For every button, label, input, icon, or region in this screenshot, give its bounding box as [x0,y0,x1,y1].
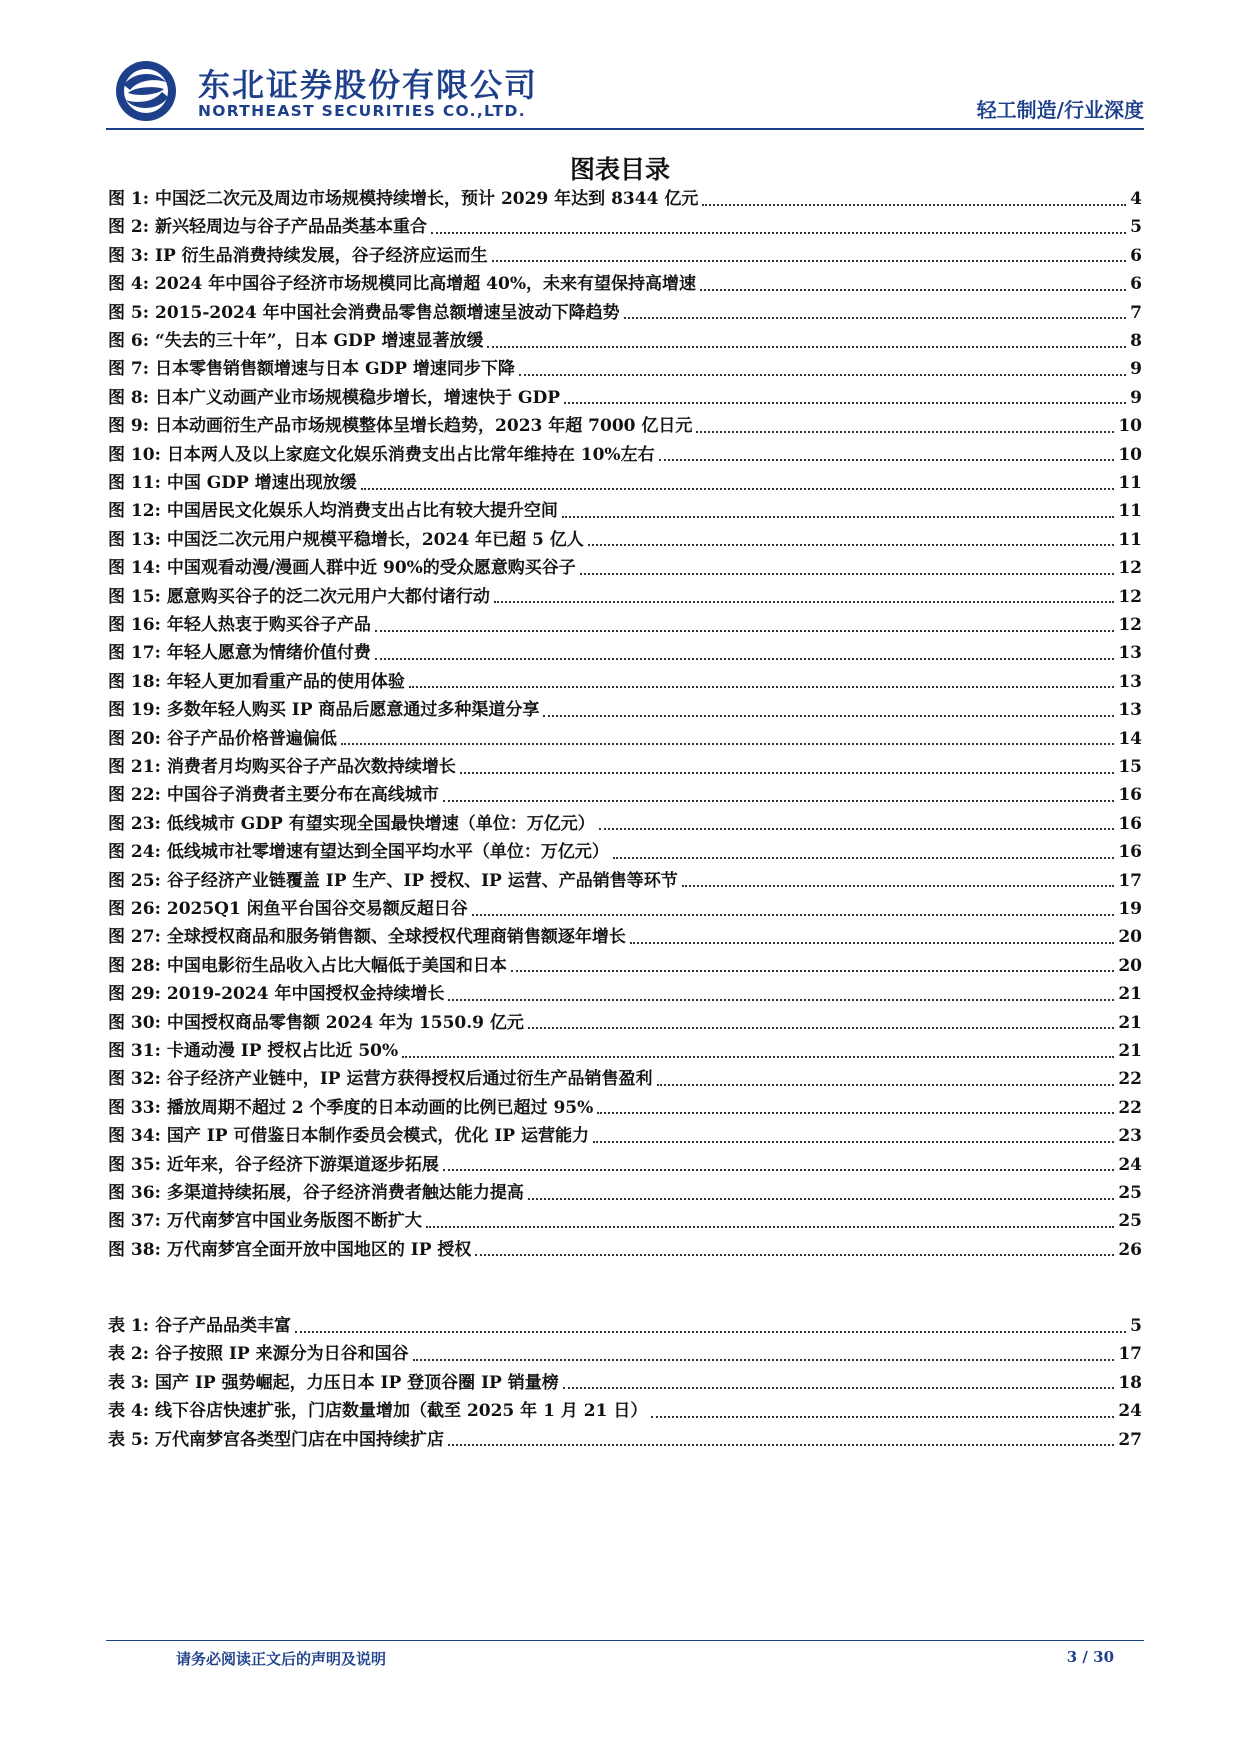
toc-entry-label: 图 3: [108,245,150,266]
toc-entry-label: 图 33: [108,1097,161,1118]
toc-entry-page[interactable]: 7 [1130,302,1142,323]
toc-entry-title[interactable]: 日本动画衍生产品市场规模整体呈增长趋势，2023 年超 7000 亿日元 [155,416,693,437]
toc-entry-page[interactable]: 10 [1118,416,1142,437]
toc-entry-label: 图 2: [108,217,150,238]
toc-leader-dots [624,316,1127,319]
toc-entry-label: 图 32: [108,1069,161,1090]
toc-entry-page[interactable]: 11 [1118,501,1142,522]
toc-leader-dots [475,1253,1114,1256]
toc-entry-label: 图 19: [108,700,161,721]
toc-entry-label: 图 25: [108,870,161,891]
toc-leader-dots [409,685,1114,688]
toc-leader-dots [562,515,1114,518]
figure-toc-row[interactable] [108,868,1142,894]
toc-entry-title[interactable]: 播放周期不超过 2 个季度的日本动画的比例已超过 95% [166,1097,594,1118]
toc-entry-title[interactable]: 中国授权商品零售额 2024 年为 1550.9 亿元 [166,1012,524,1033]
toc-entry-page[interactable]: 13 [1118,700,1142,721]
toc-entry-title[interactable]: 多渠道持续拓展，谷子经济消费者触达能力提高 [166,1183,524,1203]
figure-toc-row[interactable] [108,498,1142,524]
figure-toc-row[interactable] [108,697,1142,723]
toc-entry-title[interactable]: 中国 GDP 增速出现放缓 [166,473,357,493]
toc-entry-page[interactable]: 18 [1118,1372,1142,1393]
toc-entry-label: 图 30: [108,1012,161,1033]
toc-leader-dots [413,1358,1115,1361]
figure-toc-row[interactable] [108,413,1142,439]
toc-entry-title[interactable]: 年轻人愿意为情绪价值付费 [166,643,371,664]
toc-entry-label: 图 11: [108,473,161,493]
toc-entry-page[interactable]: 16 [1118,842,1142,863]
toc-leader-dots [511,969,1114,972]
toc-entry-title[interactable]: 年轻人更加看重产品的使用体验 [166,671,405,692]
toc-entry-title[interactable]: 日本广义动画产业市场规模稳步增长，增速快于 GDP [155,387,560,408]
toc-leader-dots [361,487,1115,490]
toc-entry-title[interactable]: 低线城市社零增速有望达到全国平均水平（单位：万亿元） [166,842,609,863]
toc-leader-dots [519,373,1126,376]
figure-toc-row[interactable] [108,527,1142,553]
toc-entry-label: 图 9: [108,416,150,437]
toc-entry-page[interactable]: 17 [1118,1344,1142,1365]
toc-entry-page[interactable]: 25 [1118,1183,1142,1203]
toc-leader-dots [563,1386,1115,1389]
table-toc-row[interactable] [108,1313,1142,1339]
toc-entry-title[interactable]: 2015-2024 年中国社会消费品零售总额增速呈波动下降趋势 [155,302,620,323]
toc-entry-label: 表 5: [108,1429,150,1450]
footer-divider [106,1640,1144,1641]
toc-entry-title[interactable]: 日本零售销售额增速与日本 GDP 增速同步下降 [155,359,515,380]
toc-entry-title[interactable]: 2025Q1 闲鱼平台国谷交易额反超日谷 [166,899,468,919]
toc-entry-title[interactable]: 谷子经济产业链中，IP 运营方获得授权后通过衍生产品销售盈利 [166,1069,653,1090]
toc-entry-title[interactable]: 愿意购买谷子的泛二次元用户大都付诸行动 [166,586,490,607]
toc-entry-page[interactable]: 20 [1118,955,1142,976]
toc-entry-label: 图 34: [108,1126,161,1147]
toc-leader-dots [599,827,1115,830]
figure-toc-row[interactable] [108,1152,1142,1178]
toc-entry-page[interactable]: 16 [1118,785,1142,806]
toc-entry-page[interactable]: 24 [1118,1401,1142,1422]
figure-toc-row[interactable] [108,584,1142,610]
toc-entry-page[interactable]: 13 [1118,671,1142,692]
toc-leader-dots [341,742,1114,745]
figure-toc-row[interactable] [108,1066,1142,1092]
table-toc-row[interactable] [108,1427,1142,1453]
toc-entry-title[interactable]: 卡通动漫 IP 授权占比近 50% [166,1041,399,1061]
toc-entry-page[interactable]: 22 [1118,1069,1142,1090]
toc-entry-title[interactable]: 国产 IP 可借鉴日本制作委员会模式，优化 IP 运营能力 [166,1126,590,1147]
figure-toc-row[interactable] [108,811,1142,837]
toc-entry-page[interactable]: 13 [1118,643,1142,664]
figure-toc-row[interactable] [108,782,1142,808]
figure-toc-row[interactable] [108,385,1142,411]
toc-entry-page[interactable]: 23 [1118,1126,1142,1147]
toc-entry-label: 图 37: [108,1211,161,1232]
toc-leader-dots [443,1168,1114,1171]
toc-entry-page[interactable]: 26 [1118,1239,1142,1260]
toc-entry-title[interactable]: 近年来，谷子经济下游渠道逐步拓展 [166,1154,439,1175]
toc-entry-page[interactable]: 6 [1130,245,1142,266]
toc-leader-dots [702,203,1126,206]
toc-leader-dots [494,600,1114,603]
toc-entry-label: 图 31: [108,1041,161,1061]
toc-entry-page[interactable]: 22 [1118,1097,1142,1118]
toc-leader-dots [431,231,1126,234]
toc-entry-label: 图 16: [108,615,161,635]
figure-toc-row[interactable] [108,669,1142,695]
toc-leader-dots [682,884,1115,887]
company-name-en: NORTHEAST SECURITIES CO.,LTD. [198,102,526,120]
figure-toc-row[interactable] [108,1180,1142,1206]
figure-toc-row[interactable] [108,1038,1142,1064]
toc-entry-label: 图 23: [108,813,161,834]
toc-entry-page[interactable]: 10 [1118,444,1142,465]
toc-leader-dots [487,345,1126,348]
toc-entry-label: 图 8: [108,387,150,408]
table-toc-row[interactable] [108,1398,1142,1424]
toc-entry-label: 图 38: [108,1239,161,1260]
figure-toc-row[interactable] [108,612,1142,638]
toc-leader-dots [597,1111,1114,1114]
toc-entry-label: 表 3: [108,1372,150,1393]
toc-leader-dots [588,543,1115,546]
table-toc-row[interactable] [108,1370,1142,1396]
toc-entry-title[interactable]: 线下谷店快速扩张，门店数量增加（截至 2025 年 1 月 21 日） [155,1401,648,1422]
toc-entry-label: 表 4: [108,1401,150,1422]
toc-leader-dots [448,1443,1114,1446]
toc-leader-dots [460,771,1114,774]
toc-leader-dots [528,1197,1114,1200]
toc-leader-dots [593,1140,1114,1143]
toc-leader-dots [443,799,1114,802]
toc-entry-label: 图 4: [108,274,150,295]
toc-entry-page[interactable]: 17 [1118,870,1142,891]
toc-entry-title[interactable]: 2019-2024 年中国授权金持续增长 [166,984,445,1005]
figure-toc-row[interactable] [108,754,1142,780]
figure-toc-row[interactable] [108,186,1142,212]
figure-toc-row[interactable] [108,555,1142,581]
toc-entry-title[interactable]: 中国观看动漫/漫画人群中近 90%的受众愿意购买谷子 [166,558,576,579]
toc-entry-title[interactable]: 万代南梦宫中国业务版图不断扩大 [166,1211,422,1232]
toc-entry-page[interactable]: 4 [1130,189,1142,209]
toc-leader-dots [630,941,1114,944]
toc-entry-page[interactable]: 12 [1118,558,1142,579]
toc-entry-title[interactable]: 万代南梦宫各类型门店在中国持续扩店 [155,1429,445,1450]
toc-entry-page[interactable]: 14 [1118,728,1142,749]
toc-entry-label: 图 6: [108,331,150,351]
toc-entry-page[interactable]: 19 [1118,899,1142,919]
figure-toc-row[interactable] [108,896,1142,922]
toc-entry-page[interactable]: 9 [1130,387,1142,408]
toc-entry-page[interactable]: 16 [1118,813,1142,834]
toc-entry-title[interactable]: IP 衍生品消费持续发展，谷子经济应运而生 [155,245,488,266]
page-number: 3 / 30 [1066,1648,1114,1666]
toc-entry-label: 图 35: [108,1154,161,1175]
toc-entry-page[interactable]: 12 [1118,615,1142,635]
toc-entry-label: 图 26: [108,899,161,919]
toc-entry-label: 表 2: [108,1344,150,1365]
toc-entry-page[interactable]: 27 [1118,1429,1142,1450]
toc-entry-title[interactable]: 中国居民文化娱乐人均消费支出占比有较大提升空间 [166,501,558,522]
toc-leader-dots [448,998,1114,1001]
toc-entry-label: 图 18: [108,671,161,692]
toc-entry-page[interactable]: 21 [1118,1041,1142,1061]
toc-leader-dots [564,401,1126,404]
toc-leader-dots [659,458,1115,461]
toc-entry-label: 图 13: [108,529,161,550]
toc-entry-title[interactable]: 全球授权商品和服务销售额、全球授权代理商销售额逐年增长 [166,927,626,948]
figure-toc-row[interactable] [108,356,1142,382]
toc-entry-page[interactable]: 21 [1118,1012,1142,1033]
northeast-securities-logo-icon [106,60,186,122]
toc-title: 图表目录 [569,155,670,184]
toc-leader-dots [613,856,1114,859]
toc-leader-dots [375,657,1114,660]
figure-toc-row[interactable] [108,1010,1142,1036]
toc-entry-title[interactable]: 谷子按照 IP 来源分为日谷和国谷 [155,1344,409,1365]
toc-entry-title[interactable]: “失去的三十年”，日本 GDP 增速显著放缓 [155,331,484,351]
toc-entry-title[interactable]: 2024 年中国谷子经济市场规模同比高增超 40%，未来有望保持高增速 [155,274,696,295]
toc-entry-page[interactable]: 5 [1130,217,1142,238]
toc-entry-page[interactable]: 8 [1130,331,1142,351]
toc-leader-dots [295,1330,1126,1333]
toc-entry-title[interactable]: 年轻人热衷于购买谷子产品 [166,615,371,635]
toc-entry-label: 图 22: [108,785,161,806]
toc-entry-title[interactable]: 谷子经济产业链覆盖 IP 生产、IP 授权、IP 运营、产品销售等环节 [166,870,678,891]
toc-entry-title[interactable]: 中国泛二次元用户规模平稳增长，2024 年已超 5 亿人 [166,529,584,550]
toc-entry-label: 图 36: [108,1183,161,1203]
figure-toc-row[interactable] [108,924,1142,950]
figure-toc-row[interactable] [108,1123,1142,1149]
toc-entry-label: 图 7: [108,359,150,380]
toc-entry-label: 图 20: [108,728,161,749]
figure-toc-row[interactable] [108,953,1142,979]
toc-entry-page[interactable]: 11 [1118,529,1142,550]
figure-toc-row[interactable] [108,243,1142,269]
toc-entry-label: 图 24: [108,842,161,863]
toc-entry-page[interactable]: 24 [1118,1154,1142,1175]
toc-entry-label: 图 5: [108,302,150,323]
toc-entry-label: 图 14: [108,558,161,579]
figure-toc-row[interactable] [108,1095,1142,1121]
figure-toc-row[interactable] [108,271,1142,297]
toc-leader-dots [528,1026,1114,1029]
figure-toc-row[interactable] [108,640,1142,666]
toc-leader-dots [696,430,1114,433]
toc-entry-label: 图 15: [108,586,161,607]
toc-entry-label: 图 10: [108,444,161,465]
toc-entry-label: 图 28: [108,955,161,976]
figure-toc-row[interactable] [108,1208,1142,1234]
toc-entry-label: 表 1: [108,1316,150,1336]
company-name-cn: 东北证券股份有限公司 [198,66,539,104]
disclaimer-note: 请务必阅读正文后的声明及说明 [176,1650,387,1668]
toc-leader-dots [700,288,1126,291]
figure-toc-row[interactable] [108,442,1142,468]
toc-entry-label: 图 17: [108,643,161,664]
page-header [106,56,1144,126]
toc-entry-page[interactable]: 25 [1118,1211,1142,1232]
figure-toc-row[interactable] [108,981,1142,1007]
toc-entry-label: 图 12: [108,501,161,522]
toc-entry-title[interactable]: 新兴轻周边与谷子产品品类基本重合 [155,217,428,238]
toc-entry-title[interactable]: 中国电影衍生品收入占比大幅低于美国和日本 [166,955,507,976]
toc-leader-dots [657,1083,1115,1086]
toc-entry-page[interactable]: 20 [1118,927,1142,948]
toc-leader-dots [426,1225,1114,1228]
toc-entry-title[interactable]: 万代南梦宫全面开放中国地区的 IP 授权 [166,1239,472,1260]
toc-entry-page[interactable]: 21 [1118,984,1142,1005]
figure-toc-row[interactable] [108,839,1142,865]
report-section-label: 轻工制造/行业深度 [976,98,1144,122]
toc-entry-label: 图 1: [108,189,150,209]
table-toc-row[interactable] [108,1341,1142,1367]
toc-entry-page[interactable]: 5 [1130,1316,1142,1336]
figure-toc-row[interactable] [108,470,1142,496]
toc-leader-dots [580,572,1115,575]
toc-entry-page[interactable]: 12 [1118,586,1142,607]
toc-entry-page[interactable]: 6 [1130,274,1142,295]
toc-leader-dots [543,714,1114,717]
toc-entry-title[interactable]: 中国泛二次元及周边市场规模持续增长，预计 2029 年达到 8344 亿元 [155,189,699,209]
toc-entry-label: 图 27: [108,927,161,948]
toc-entry-title[interactable]: 消费者月均购买谷子产品次数持续增长 [166,757,456,777]
toc-entry-title[interactable]: 多数年轻人购买 IP 商品后愿意通过多种渠道分享 [166,700,540,721]
toc-entry-label: 图 29: [108,984,161,1005]
figure-toc-row[interactable] [108,214,1142,240]
toc-entry-title[interactable]: 国产 IP 强势崛起，力压日本 IP 登顶谷圈 IP 销量榜 [155,1372,559,1393]
toc-entry-title[interactable]: 谷子产品品类丰富 [155,1316,292,1336]
toc-entry-page[interactable]: 15 [1118,757,1142,777]
toc-entry-page[interactable]: 11 [1118,473,1142,493]
toc-entry-title[interactable]: 中国谷子消费者主要分布在高线城市 [166,785,439,806]
toc-entry-title[interactable]: 谷子产品价格普遍偏低 [166,728,337,749]
toc-leader-dots [402,1055,1114,1058]
figure-toc-row[interactable] [108,1237,1142,1263]
toc-leader-dots [472,913,1115,916]
figure-toc-row[interactable] [108,726,1142,752]
toc-leader-dots [492,259,1126,262]
header-divider [106,128,1144,130]
toc-leader-dots [375,629,1114,632]
toc-entry-title[interactable]: 低线城市 GDP 有望实现全国最快增速（单位：万亿元） [166,813,595,834]
figure-toc-row[interactable] [108,328,1142,354]
toc-entry-label: 图 21: [108,757,161,777]
toc-entry-title[interactable]: 日本两人及以上家庭文化娱乐消费支出占比常年维持在 10%左右 [166,444,655,465]
toc-entry-page[interactable]: 9 [1130,359,1142,380]
toc-leader-dots [651,1415,1114,1418]
figure-toc-row[interactable] [108,300,1142,326]
